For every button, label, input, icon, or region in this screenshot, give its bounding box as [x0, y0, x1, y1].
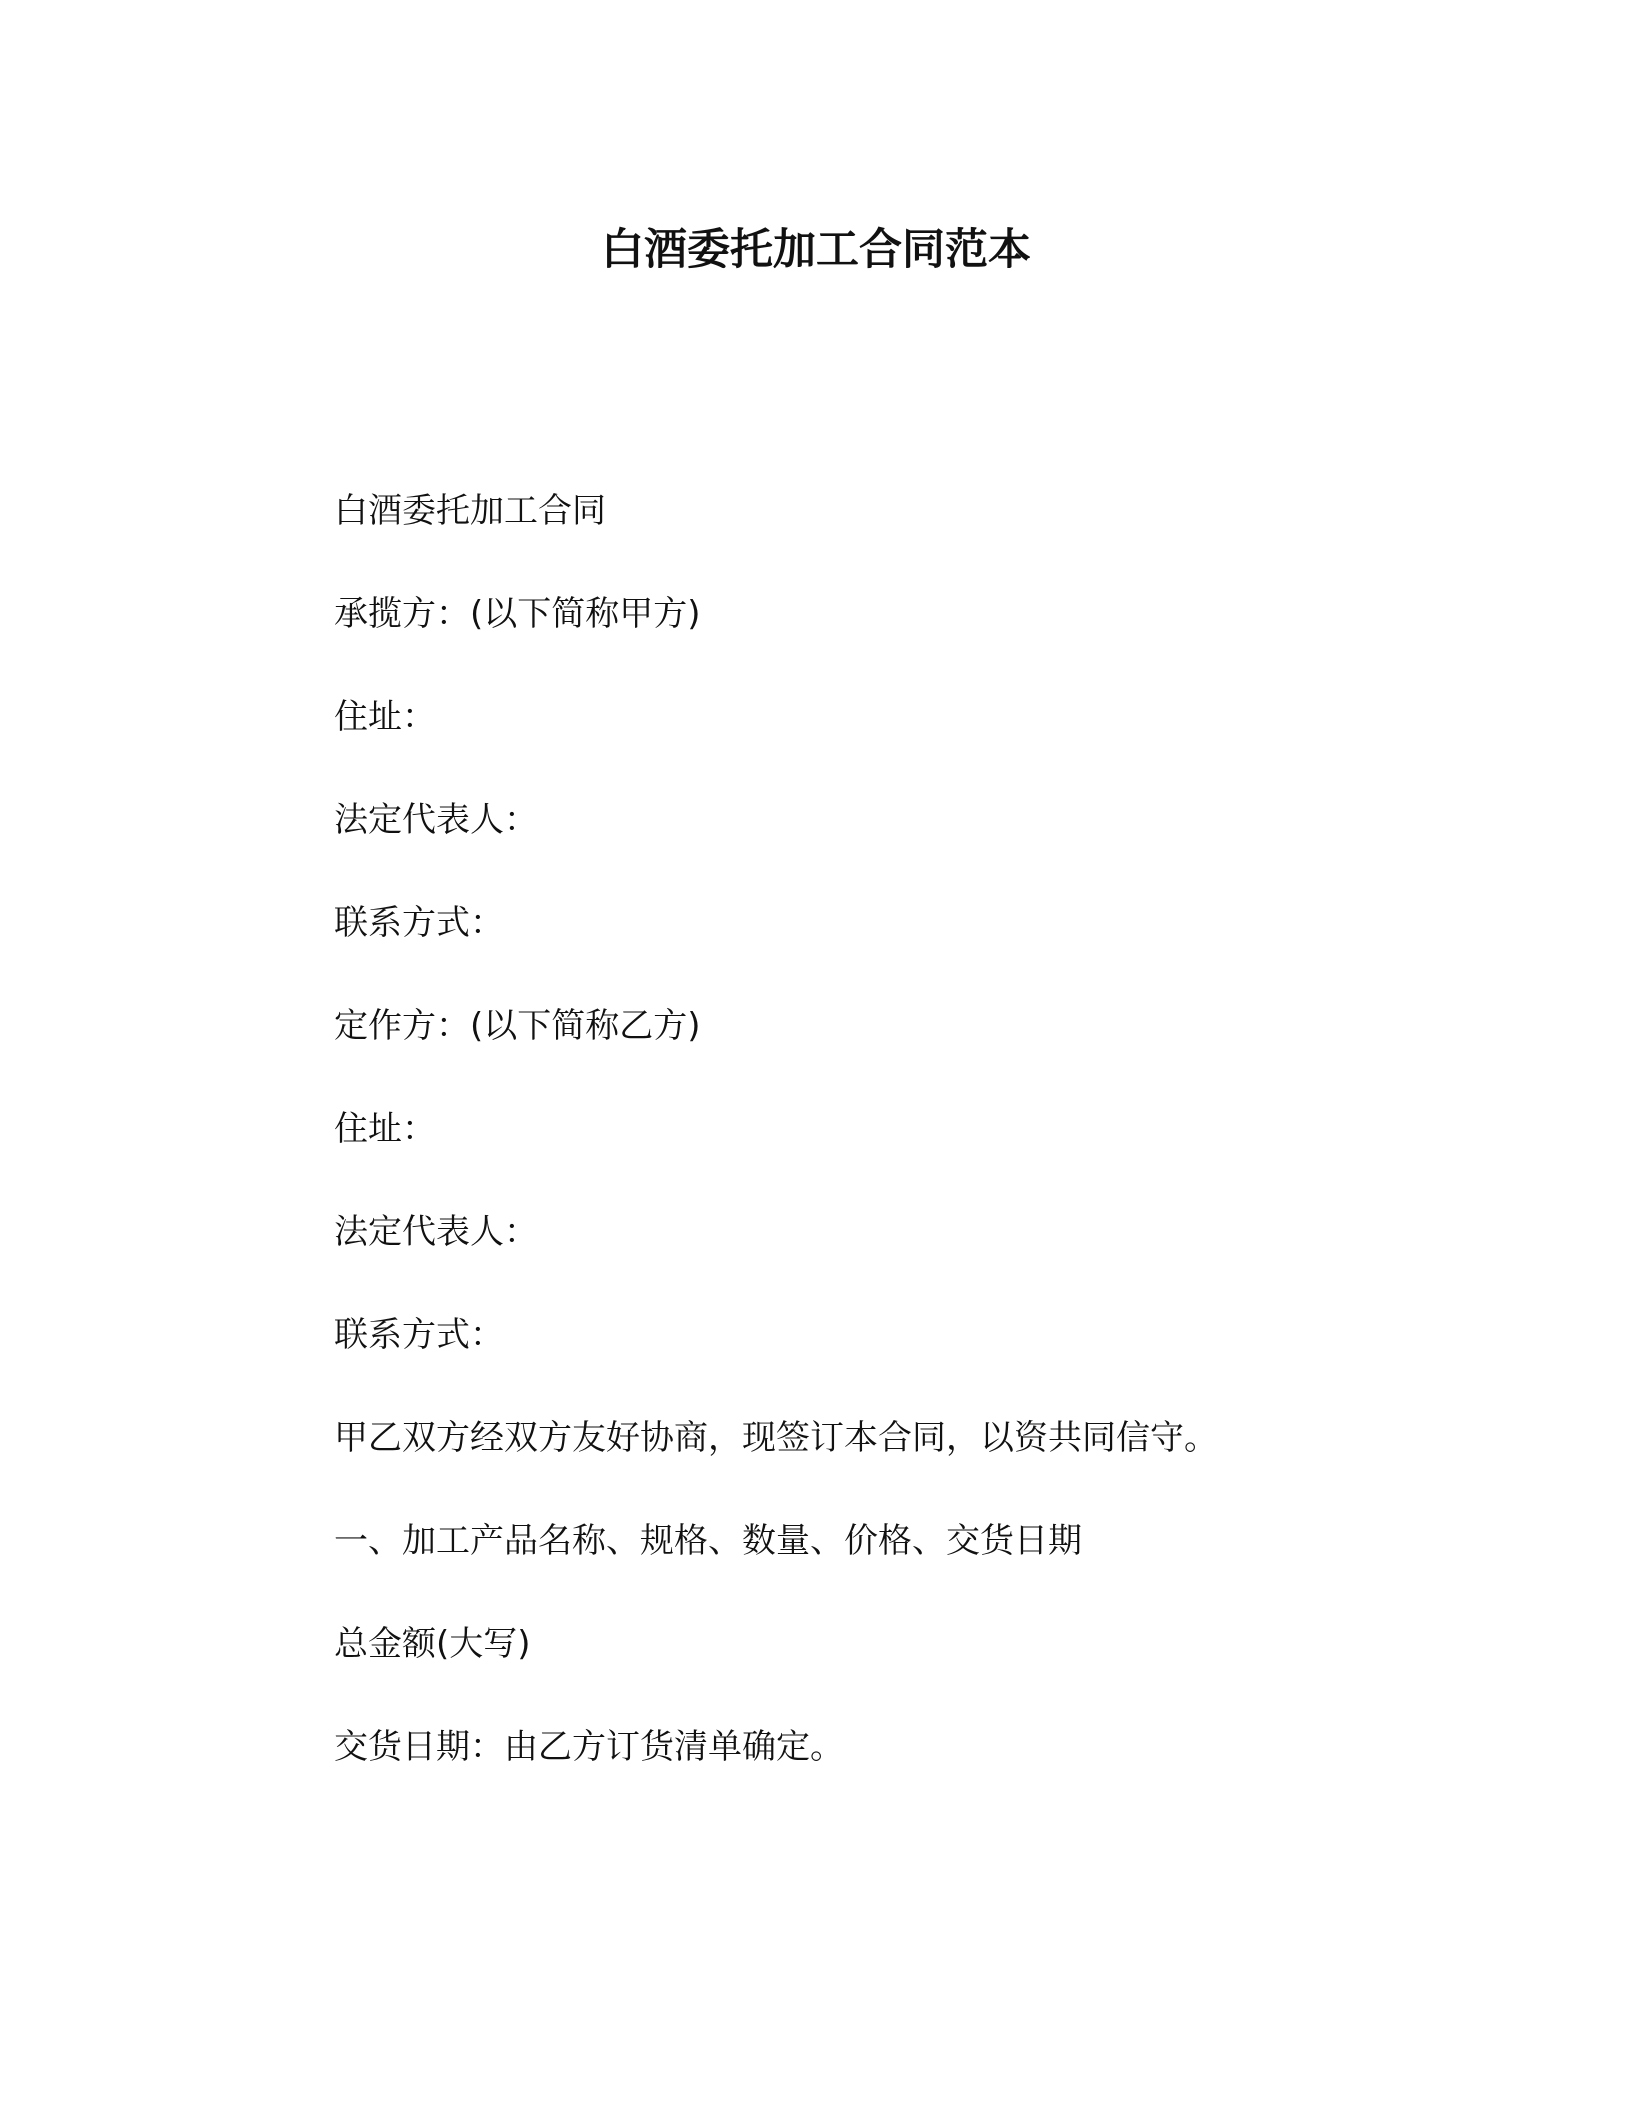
party-a-legal-rep-line: 法定代表人： [334, 800, 538, 840]
total-amount-line: 总金额(大写) [334, 1624, 531, 1664]
party-b-address-line: 住址： [334, 1109, 436, 1149]
party-b-contact-line: 联系方式： [334, 1315, 504, 1355]
party-a-address-line: 住址： [334, 697, 436, 737]
document-title: 白酒委托加工合同范本 [601, 225, 1031, 275]
section-1-heading: 一、加工产品名称、规格、数量、价格、交货日期 [334, 1521, 1082, 1561]
agreement-statement: 甲乙双方经双方友好协商，现签订本合同，以资共同信守。 [334, 1418, 1218, 1458]
party-b-legal-rep-line: 法定代表人： [334, 1212, 538, 1252]
contract-heading: 白酒委托加工合同 [334, 491, 606, 531]
party-a-contact-line: 联系方式： [334, 903, 504, 943]
document-body [334, 488, 1434, 1827]
party-a-line: 承揽方：(以下简称甲方) [334, 594, 701, 634]
party-b-line: 定作方：(以下简称乙方) [334, 1006, 701, 1046]
delivery-date-line: 交货日期：由乙方订货清单确定。 [334, 1727, 844, 1767]
